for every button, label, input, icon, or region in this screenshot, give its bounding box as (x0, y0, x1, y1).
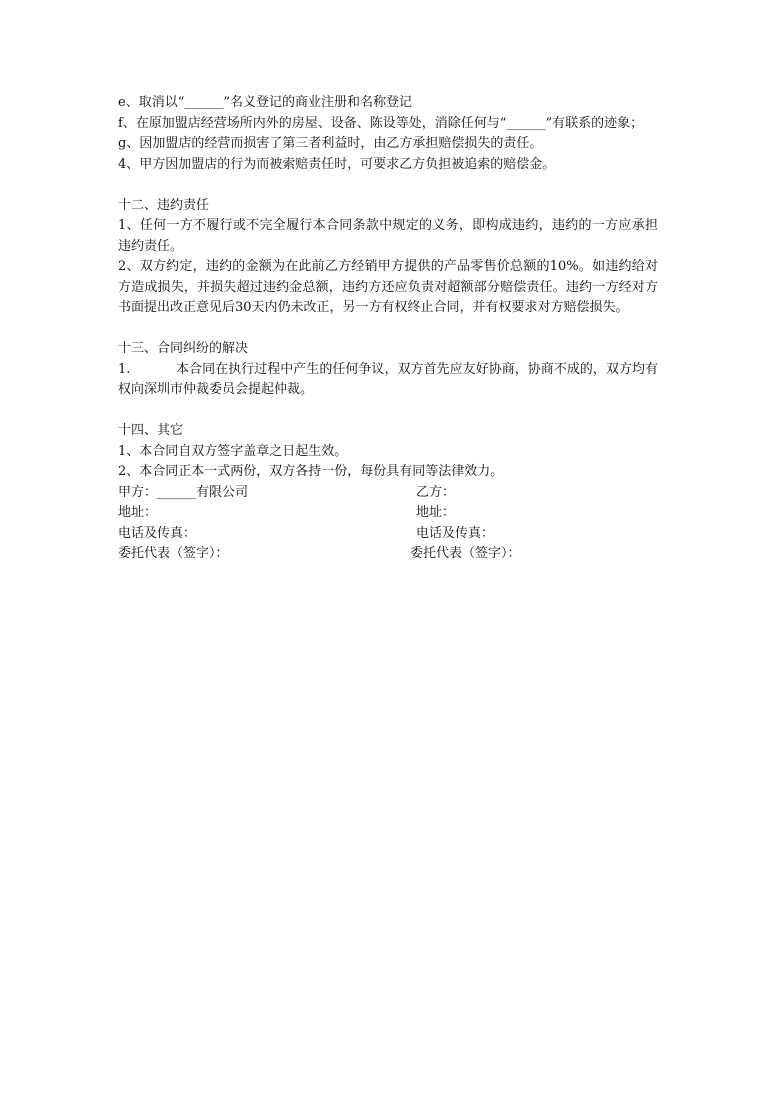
signature-row-representative (118, 544, 658, 565)
section-12-clause-1: 1、任何一方不履行或不完全履行本合同条款中规定的义务，即构成违约，违约的一方应承担违约责任。 (118, 218, 658, 254)
section-12-heading: 十二、违约责任 (118, 197, 210, 213)
signature-row-address (118, 503, 658, 524)
party-b-representative-label: 委托代表（签字）： (410, 546, 521, 561)
section-12-clause-2: 2、双方约定，违约的金额为在此前乙方经销甲方提供的产品零售价总额的10%。如违约给对方造成损失，并损失超过违约金总额，违约方还应负责对超额部分赔偿责任。违约一方经对方书面提出改正意见后30天内仍未改正，另一方有权终止合同，并有权要求对方赔偿损失。 (118, 259, 658, 315)
contract-page (118, 93, 658, 565)
signature-row-phone (118, 524, 658, 545)
spacer (118, 401, 658, 422)
signature-row-party (118, 483, 658, 504)
party-b-label: 乙方： (416, 484, 456, 500)
clause-4: 4、甲方因加盟店的行为而被索赔责任时，可要求乙方负担被追索的赔偿金。 (118, 156, 556, 172)
party-b-address-label: 地址： (416, 505, 456, 520)
clause-g: g、因加盟店的经营而损害了第三者利益时，由乙方承担赔偿损失的责任。 (118, 136, 543, 151)
clause-f: f、在原加盟店经营场所内外的房屋、设备、陈设等处，消除任何与“______”有联系的迹象； (118, 115, 644, 131)
party-a-address-label: 地址： (118, 505, 158, 520)
spacer (118, 175, 658, 196)
party-a-representative-label: 委托代表（签字）： (118, 546, 229, 561)
spacer (118, 319, 658, 340)
party-a-phone-label: 电话及传真： (118, 525, 197, 541)
party-b-phone-label: 电话及传真： (416, 525, 495, 541)
section-14-heading: 十四、其它 (118, 423, 184, 438)
party-a-label: 甲方：______有限公司 (118, 484, 249, 500)
section-13-heading: 十三、合同纠纷的解决 (118, 341, 249, 356)
clause-text: 本合同在执行过程中产生的任何争议，双方首先应友好协商，协商不成的，双方均有权向深圳市仲裁委员会提起仲裁。 (118, 361, 658, 397)
section-13-clause-1 (118, 360, 658, 401)
clause-e: e、取消以“______”名义登记的商业注册和名称登记 (118, 95, 412, 110)
clause-number: 1. (118, 361, 131, 377)
section-14-clause-2: 2、本合同正本一式两份，双方各持一份，每份具有同等法律效力。 (118, 464, 504, 479)
section-14-clause-1: 1、本合同自双方签字盖章之日起生效。 (118, 443, 348, 459)
